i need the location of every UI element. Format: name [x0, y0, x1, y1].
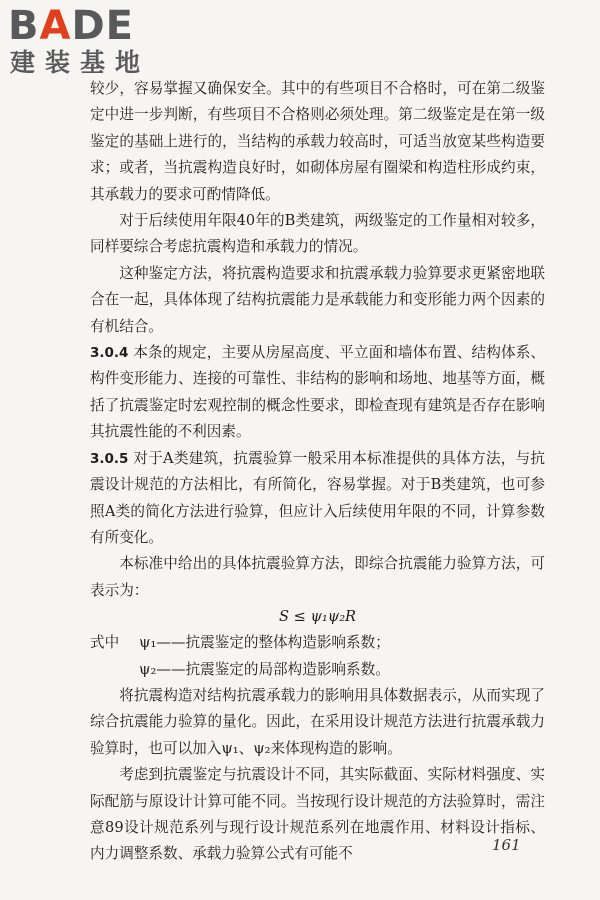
clause-3-0-5 [90, 446, 545, 552]
logo-subtitle: 建装基地 [10, 48, 151, 77]
where-item: ψ₁——抗震鉴定的整体构造影响系数； [139, 634, 390, 652]
bade-logo [8, 4, 178, 78]
paragraph: 对于后续使用年限40年的B类建筑，两级鉴定的工作量相对较多，同样要综合考虑抗震构造和承载力的情况。 [90, 212, 545, 256]
formula: S ≤ ψ₁ψ₂R [278, 608, 357, 626]
page-body [90, 76, 545, 868]
where-label: 式中 [90, 634, 120, 652]
paragraph: 将抗震构造对结构抗震承载力的影响用具体数据表示，从而实现了综合抗震能力验算的量化。因此，在采用设计规范方法进行抗震承载力验算时，也可以加入ψ₁、ψ₂来体现构造的影响。 [90, 686, 545, 757]
where-item: ψ₂——抗震鉴定的局部构造影响系数。 [139, 660, 390, 678]
where-clause [90, 630, 545, 656]
page-number: 161 [492, 836, 521, 854]
clause-text: 本条的规定，主要从房屋高度、平立面和墙体布置、结构体系、构件变形能力、连接的可靠性、非结构的影响和场地、地基等方面，概括了抗震鉴定时宏观控制的概念性要求，即检查现有建筑是否存在影响其抗震性能的不利因素。 [90, 344, 545, 441]
logo-wordmark: BADE [8, 3, 134, 49]
paragraph: 较少，容易掌握又确保安全。其中的有些项目不合格时，可在第二级鉴定中进一步判断，有些项目不合格则必须处理。第二级鉴定是在第一级鉴定的基础上进行的，当结构的承载力较高时，可适当放宽某些构造要求；或者，当抗震构造良好时，如砌体房屋有圈梁和构造柱形成约束，其承载力的要求可酌情降低。 [90, 80, 545, 203]
clause-number: 3.0.5 [90, 450, 129, 467]
clause-text: 对于A类建筑，抗震验算一般采用本标准提供的具体方法，与抗震设计规范的方法相比，有所简化，容易掌握。对于B类建筑，也可参照A类的简化方法进行验算，但应计入后续使用年限的不同，计算参数有所变化。 [90, 449, 545, 546]
clause-3-0-4 [90, 340, 545, 446]
clause-number: 3.0.4 [90, 345, 129, 362]
paragraph: 这种鉴定方法，将抗震构造要求和抗震承载力验算要求更紧密地联合在一起，具体体现了结构抗震能力是承载能力和变形能力两个因素的有机结合。 [90, 264, 545, 335]
paragraph: 考虑到抗震鉴定与抗震设计不同，其实际截面、实际材料强度、实际配筋与原设计计算可能不同。当按现行设计规范的方法验算时，需注意89设计规范系列与现行设计规范系列在地震作用、材料设计指标、内力调整系数、承载力验算公式有可能不 [90, 766, 545, 863]
where-clause [90, 657, 545, 683]
paragraph: 本标准中给出的具体抗震验算方法，即综合抗震能力验算方法，可表示为： [90, 555, 545, 599]
